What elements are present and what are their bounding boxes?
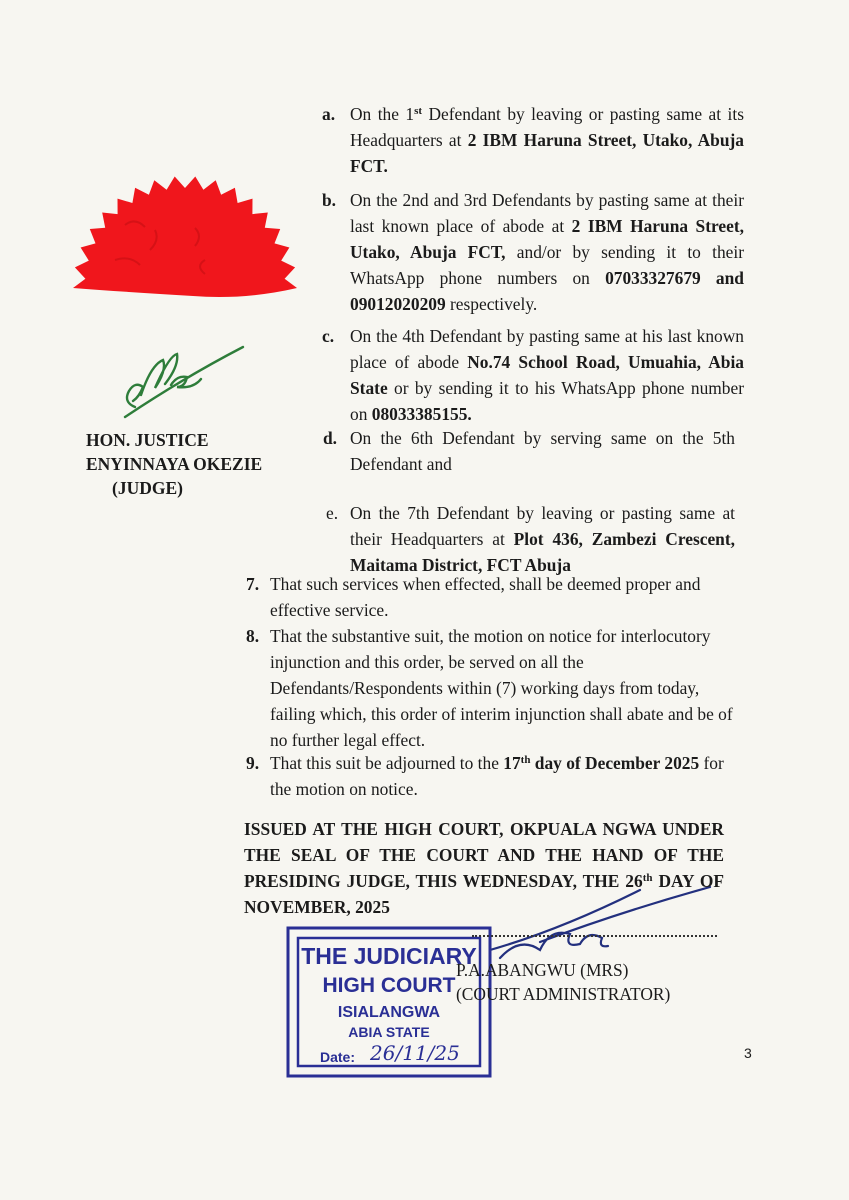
service-item-label: d.	[323, 428, 338, 448]
text-run: That such services when effected, shall be deemed proper and effective service.	[270, 574, 701, 620]
stamp-line-4: ABIA STATE	[348, 1024, 430, 1040]
superscript: th	[520, 754, 531, 766]
order-item-number: 9.	[246, 753, 260, 773]
text-run: for the motion on notice.	[270, 753, 724, 799]
service-item-text	[350, 101, 744, 179]
stamp-date-label: Date:	[320, 1049, 356, 1065]
service-item-label: c.	[322, 326, 335, 346]
text-run: 2 IBM Haruna Street, Utako, Abuja FCT,	[350, 216, 744, 262]
text-run: or by sending it to his WhatsApp phone number on	[350, 378, 744, 424]
text-run: 17	[503, 753, 521, 773]
administrator-title: (COURT ADMINISTRATOR)	[456, 984, 671, 1004]
text-run: Plot 436, Zambezi Crescent, Maitama District, FCT Abuja	[350, 529, 735, 575]
signature-line	[472, 935, 717, 937]
court-seal	[55, 170, 315, 370]
text-run: day of December 2025	[530, 753, 700, 773]
text-run: respectively.	[445, 294, 538, 314]
administrator-block	[456, 958, 670, 1006]
text-run: That this suit be adjourned to the	[270, 753, 504, 773]
service-item-text	[350, 187, 744, 317]
text-run: On the 2nd and 3rd Defendants by pasting same at their last known place of abode at	[350, 190, 744, 236]
text-run: On the 6th Defendant by serving same on the 5th Defendant and	[350, 428, 735, 474]
stamp-line-2: HIGH COURT	[322, 974, 456, 997]
text-run: That the substantive suit, the motion on notice for interlocutory injunction and this order, be served on all the Defendants/Respondents within (7) working days from today, failing which, this order of interim injunction shall abate and be of no further legal effect.	[270, 626, 733, 750]
text-run: and/or by sending it to their WhatsApp phone numbers on	[350, 242, 744, 288]
text-run: No.74 School Road, Umuahia, Abia State	[350, 352, 744, 398]
order-item-text	[270, 571, 746, 623]
administrator-name: P.A.ABANGWU (MRS)	[456, 960, 629, 980]
text-run: 07033327679 and 09012020209	[350, 268, 744, 314]
judge-name-block	[86, 428, 262, 500]
judge-signature	[95, 345, 255, 435]
text-run: 08033385155.	[371, 404, 472, 424]
order-item-number: 8.	[246, 626, 260, 646]
service-item-label: b.	[322, 190, 337, 210]
text-run: On the 4th Defendant by pasting same at his last known place of abode	[350, 326, 744, 372]
issued-statement: ISSUED AT THE HIGH COURT, OKPUALA NGWA UNDER THE SEAL OF THE COURT AND THE HAND OF THE PRESIDING JUDGE, THIS WEDNESDAY, THE 26th DAY OF NOVEMBER, 2025	[244, 819, 725, 917]
order-item-text	[270, 623, 746, 753]
service-item-text	[350, 500, 735, 578]
page-number: 3	[744, 1045, 752, 1061]
stamp-date-value: 26/11/25	[370, 1041, 460, 1065]
judge-role: (JUDGE)	[112, 478, 183, 498]
service-item-label: a.	[322, 104, 336, 124]
stamp-line-1: THE JUDICIARY	[301, 943, 477, 969]
judge-name: ENYINNAYA OKEZIE	[86, 454, 263, 474]
text-run: Defendant by leaving or pasting same at its Headquarters at	[350, 104, 744, 150]
service-item-label: e.	[326, 503, 339, 523]
service-item-text	[350, 323, 744, 427]
text-run: 2 IBM Haruna Street, Utako, Abuja FCT.	[350, 130, 744, 176]
text-run: On the 7th Defendant by leaving or pasting same at their Headquarters at	[350, 503, 735, 549]
text-run: On the 1	[350, 104, 415, 124]
stamp-line-3: ISIALANGWA	[337, 1004, 441, 1021]
order-item-number: 7.	[246, 574, 260, 594]
superscript: st	[414, 105, 423, 117]
order-item-text	[270, 750, 746, 802]
service-item-text	[350, 425, 735, 477]
judge-title: HON. JUSTICE	[86, 430, 209, 450]
